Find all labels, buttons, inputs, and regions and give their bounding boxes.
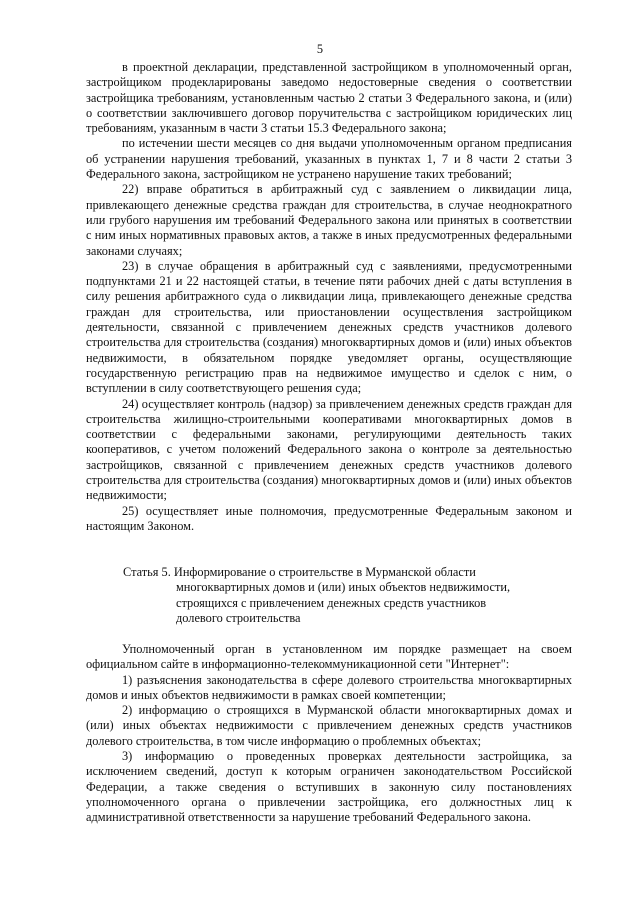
- paragraph-item-23: 23) в случае обращения в арбитражный суд с заявлениями, предусмотренными подпунктами 21 и 22 настоящей статьи, в течение пяти рабочих дней с даты вступления в силу решения арбитражного суда о ликвидации лица, привлекающего денежные средства граждан для строительства, или приостановлении осуществления застройщиком деятельности, связанной с привлечением денежных средств участников долевого строительства для строительства (создания) многоквартирных домов и (или) иных объектов недвижимости, в обязательном порядке уведомляет органы, осуществляющие государственную регистрацию прав на недвижимое имущество и сделок с ним, о вступлении в силу соответствующего решения суда;: [86, 258, 572, 396]
- top-text-block: [86, 60, 572, 534]
- paragraph-intro: Уполномоченный орган в установленном им порядке размещает на своем официальном сайте в информационно-телекоммуникационной сети "Интернет":: [86, 642, 572, 672]
- paragraph-info-item-2: 2) информацию о строящихся в Мурманской области многоквартирных домах и (или) иных объектах недвижимости с привлечением денежных средств участников долевого строительства, в том числе информацию о проблемных объектах;: [86, 703, 572, 748]
- paragraph-item-25: 25) осуществляет иные полномочия, предусмотренные Федеральным законом и настоящим Законом.: [86, 503, 572, 533]
- page-number: 5: [316, 42, 324, 56]
- paragraph-false-declaration: в проектной декларации, представленной застройщиком в уполномоченный орган, застройщиком продекларированы заведомо недостоверные сведения о соответствии застройщика требованиям, установленным частью 2 статьи 3 Федерального закона, и (или) о соответствии заключившего договор поручительства с застройщиком юридических лиц требованиям, указанным в части 3 статьи 15.3 Федерального закона;: [86, 60, 572, 136]
- paragraph-info-item-3: 3) информацию о проведенных проверках деятельности застройщика, за исключением сведений, доступ к которым ограничен законодательством Российской Федерации, а также сведения о вступивших в законную силу постановлениях уполномоченного органа о привлечении застройщика, его должностных лиц к административной ответственности за нарушение требований Федерального закона.: [86, 749, 572, 825]
- bottom-text-block: [86, 642, 572, 826]
- article-heading-line-1: Статья 5. Информирование о строительстве в Мурманской области: [123, 565, 476, 579]
- article-heading-line-3: строящихся с привлечением денежных средств участников: [176, 595, 487, 610]
- paragraph-item-22: 22) вправе обратиться в арбитражный суд с заявлением о ликвидации лица, привлекающего денежные средства граждан для строительства, в случае неоднократного или грубого нарушения им требований Федерального закона или принятых в соответствии с ним иных нормативных правовых актов, а также в иных предусмотренных федеральными законами случаях;: [86, 182, 572, 258]
- article-5-heading: [123, 565, 543, 626]
- article-heading-line-4: долевого строительства: [176, 610, 301, 625]
- paragraph-info-item-1: 1) разъяснения законодательства в сфере долевого строительства многоквартирных домов и иных объектов недвижимости в рамках своей компетенции;: [86, 672, 572, 702]
- article-heading-line-2: многоквартирных домов и (или) иных объектов недвижимости,: [176, 580, 511, 595]
- paragraph-item-24: 24) осуществляет контроль (надзор) за привлечением денежных средств граждан для строительства жилищно-строительными кооперативами многоквартирных домов в соответствии с федеральными законами, регулирующими деятельность таких кооперативов, с учетом положений Федерального закона о контроле за деятельностью застройщиков, связанной с привлечением денежных средств участников долевого строительства для строительства (создания) многоквартирных домов и (или) иных объектов недвижимости;: [86, 396, 572, 503]
- paragraph-six-months: по истечении шести месяцев со дня выдачи уполномоченным органом предписания об устранении нарушения требований, указанных в пунктах 1, 7 и 8 части 2 статьи 3 Федерального закона, застройщиком не устранено нарушение таких требований;: [86, 136, 572, 182]
